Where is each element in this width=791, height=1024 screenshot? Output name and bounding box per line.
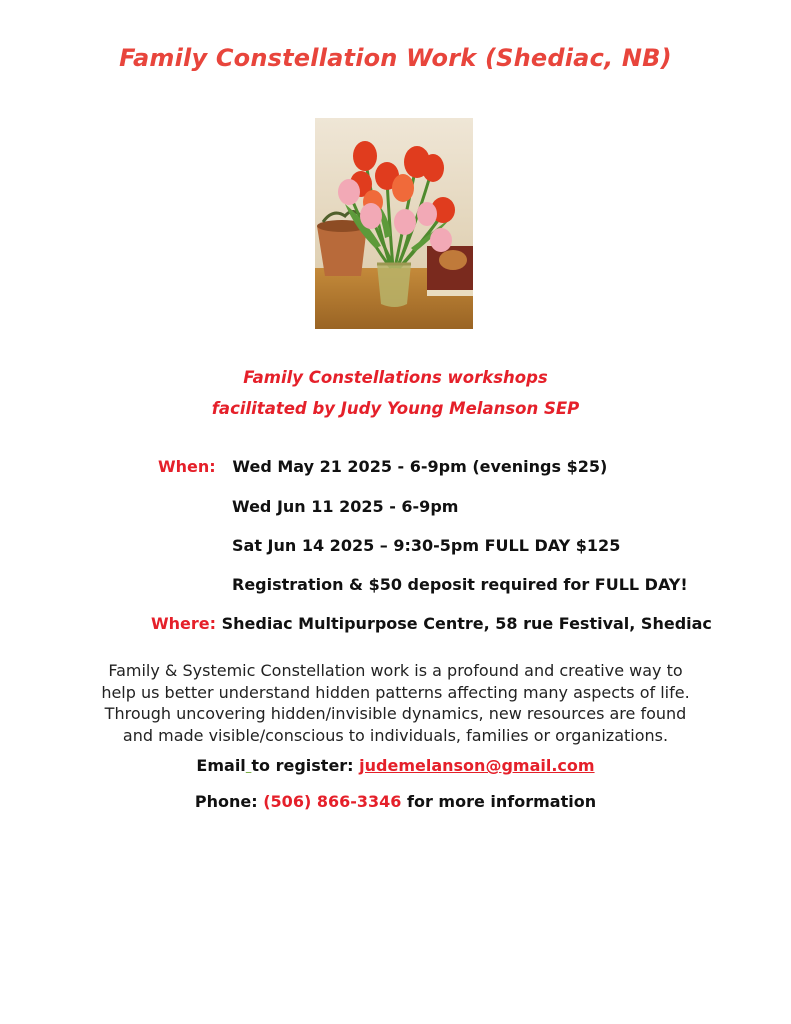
description-paragraph: [100, 660, 691, 746]
date-item: Wed May 21 2025 - 6-9pm (evenings $25): [232, 457, 608, 476]
tulips-in-vase-photo-icon: [315, 118, 473, 329]
when-label: When:: [158, 457, 216, 476]
page-title: Family Constellation Work (Shediac, NB): [119, 44, 672, 72]
where-row: [151, 614, 712, 633]
date-item: Wed Jun 11 2025 - 6-9pm: [232, 497, 459, 516]
phone-number[interactable]: (506) 866-3346: [263, 792, 402, 811]
venue-address: Shediac Multipurpose Centre, 58 rue Festival, Shediac: [221, 614, 712, 633]
phone-label: Phone:: [194, 792, 258, 811]
email-prefix-text: to register:: [251, 756, 354, 775]
description-line: Through uncovering hidden/invisible dynamics, new resources are found: [104, 704, 687, 723]
workshop-heading: Family Constellations workshops: [243, 368, 548, 387]
registration-note: Registration & $50 deposit required for FULL DAY!: [232, 575, 688, 594]
phone-row: [0, 792, 791, 811]
date-item: Sat Jun 14 2025 – 9:30-5pm FULL DAY $125: [232, 536, 621, 555]
where-label: Where:: [151, 614, 217, 633]
description-line: Family & Systemic Constellation work is a profound and creative way to: [108, 661, 683, 680]
description-line: and made visible/conscious to individuals, families or organizations.: [122, 725, 669, 745]
email-row: [0, 756, 791, 775]
email-prefix: Email: [196, 756, 246, 775]
tulips-photo: [315, 118, 473, 329]
facilitator-heading: facilitated by Judy Young Melanson SEP: [211, 399, 580, 418]
email-link[interactable]: judemelanson@gmail.com: [359, 756, 595, 775]
phone-suffix: for more information: [406, 792, 597, 811]
description-line: help us better understand hidden patterns affecting many aspects of life.: [101, 682, 690, 702]
when-row: [158, 457, 607, 476]
